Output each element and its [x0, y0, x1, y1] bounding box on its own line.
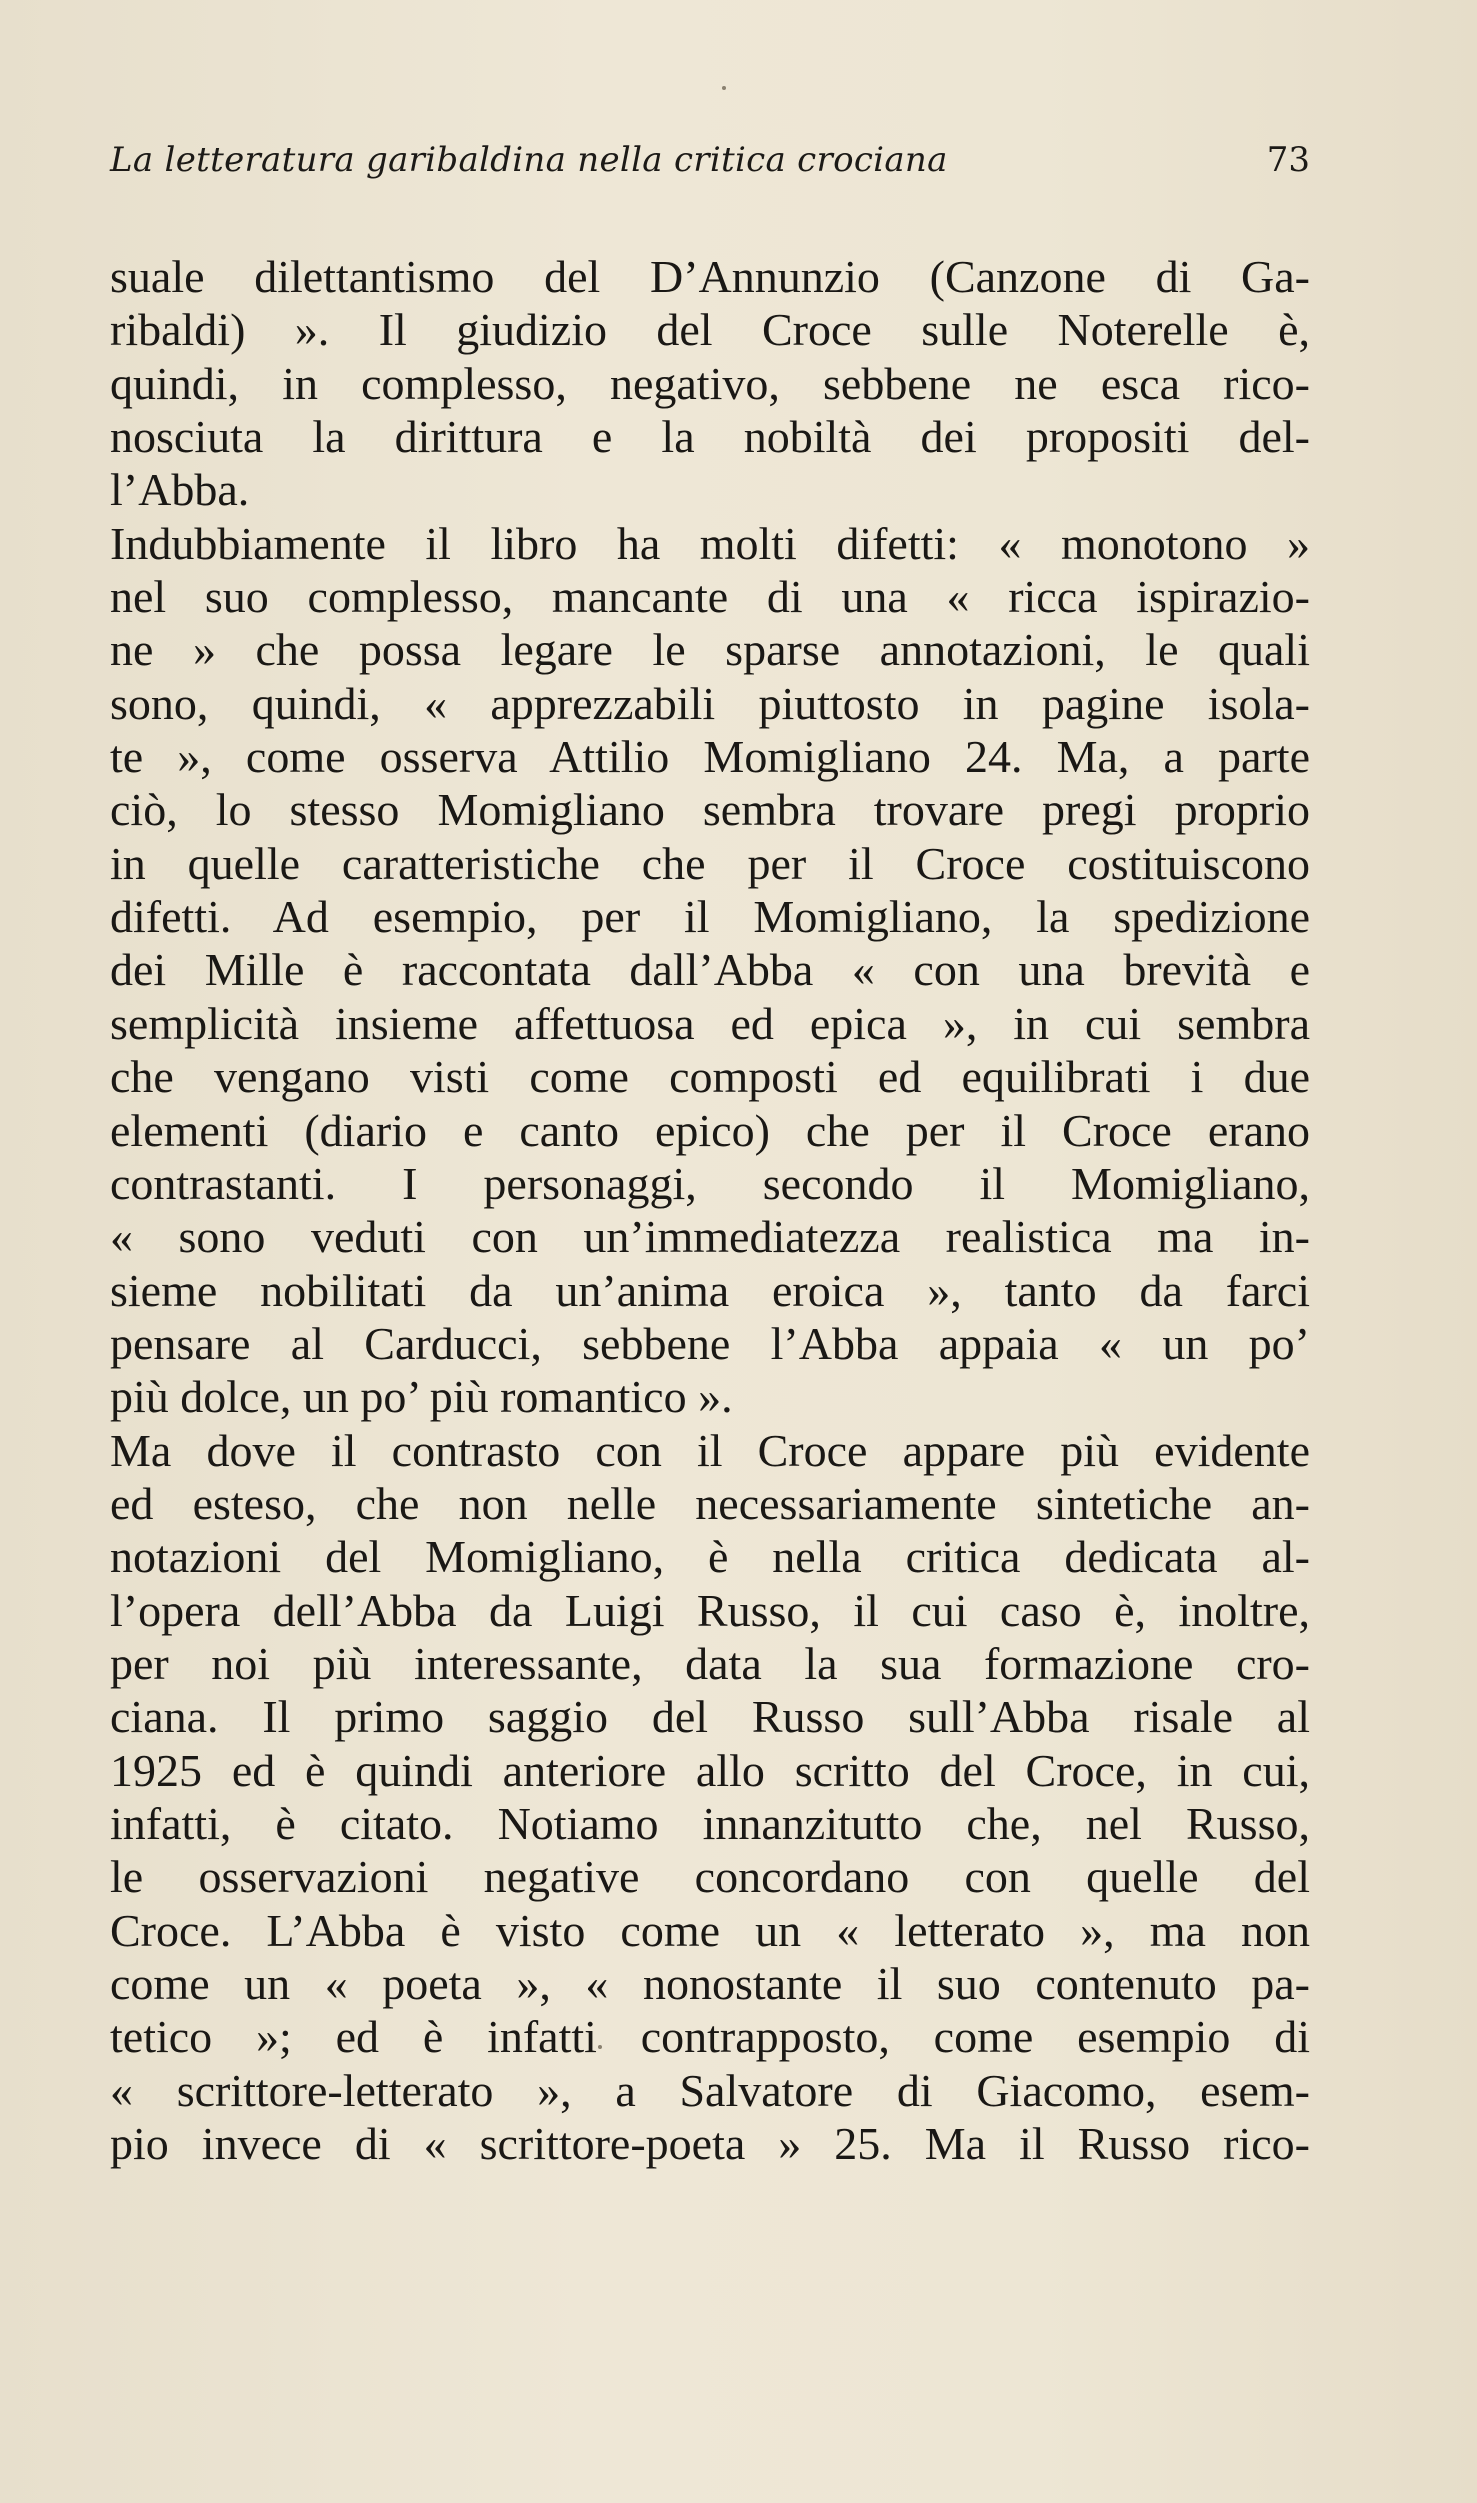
- text-line: nosciuta la dirittura e la nobiltà dei propositi del-: [110, 411, 1310, 463]
- text-line: infatti, è citato. Notiamo innanzitutto che, nel Russo,: [110, 1797, 1310, 1849]
- text-line: Croce. L’Abba è visto come un « letterato », ma non: [110, 1904, 1310, 1956]
- running-head: [110, 140, 1310, 200]
- text-line: nel suo complesso, mancante di una « ricca ispirazio-: [110, 571, 1310, 623]
- text-line: tetico »; ed è infatti contrapposto, come esempio di: [110, 2011, 1310, 2063]
- text-line: pensare al Carducci, sebbene l’Abba appaia « un po’: [110, 1317, 1310, 1369]
- text-line: le osservazioni negative concordano con quelle del: [110, 1851, 1310, 1903]
- text-line: per noi più interessante, data la sua formazione cro-: [110, 1637, 1310, 1689]
- text-line: sieme nobilitati da un’anima eroica », tanto da farci: [110, 1264, 1310, 1316]
- text-line: 1925 ed è quindi anteriore allo scritto del Croce, in cui,: [110, 1744, 1310, 1796]
- text-line: notazioni del Momigliano, è nella critica dedicata al-: [110, 1531, 1310, 1583]
- text-line: ciana. Il primo saggio del Russo sull’Abba risale al: [110, 1691, 1310, 1743]
- text-line: « scrittore-letterato », a Salvatore di Giacomo, esem-: [110, 2064, 1310, 2116]
- text-line: semplicità insieme affettuosa ed epica », in cui sembra: [110, 997, 1310, 1049]
- running-title: La letteratura garibaldina nella critica crociana: [110, 140, 948, 180]
- text-line: ribaldi) ». Il giudizio del Croce sulle Noterelle è,: [110, 304, 1310, 356]
- paper-speck: [722, 86, 726, 90]
- text-line: elementi (diario e canto epico) che per il Croce erano: [110, 1104, 1310, 1156]
- text-line: che vengano visti come composti ed equilibrati i due: [110, 1051, 1310, 1103]
- text-line: quindi, in complesso, negativo, sebbene ne esca rico-: [110, 357, 1310, 409]
- text-line: difetti. Ad esempio, per il Momigliano, la spedizione: [110, 891, 1310, 943]
- text-line: « sono veduti con un’immediatezza realistica ma in-: [110, 1211, 1310, 1263]
- text-line: l’opera dell’Abba da Luigi Russo, il cui caso è, inoltre,: [110, 1584, 1310, 1636]
- text-line: più dolce, un po’ più romantico ».: [110, 1371, 733, 1423]
- text-line: Ma dove il contrasto con il Croce appare più evidente: [110, 1424, 1310, 1476]
- text-line: in quelle caratteristiche che per il Croce costituiscono: [110, 837, 1310, 889]
- body-text: [110, 250, 1310, 2170]
- text-line: ne » che possa legare le sparse annotazioni, le quali: [110, 624, 1310, 676]
- text-line: suale dilettantismo del D’Annunzio (Canzone di Ga-: [110, 251, 1310, 302]
- text-line: ed esteso, che non nelle necessariamente sintetiche an-: [110, 1477, 1310, 1529]
- text-line: come un « poeta », « nonostante il suo contenuto pa-: [110, 1958, 1310, 2009]
- text-line: dei Mille è raccontata dall’Abba « con una brevità e: [110, 944, 1310, 996]
- text-line: pio invece di « scrittore-poeta » 25. Ma il Russo rico-: [110, 2118, 1310, 2170]
- text-line: ciò, lo stesso Momigliano sembra trovare pregi proprio: [110, 784, 1310, 836]
- text-line: l’Abba.: [110, 464, 250, 516]
- text-line: te », come osserva Attilio Momigliano 24. Ma, a parte: [110, 731, 1310, 783]
- text-line: sono, quindi, « apprezzabili piuttosto in pagine isola-: [110, 677, 1310, 729]
- page-number: 73: [1266, 140, 1310, 180]
- text-line: Indubbiamente il libro ha molti difetti: « monotono »: [110, 517, 1310, 569]
- text-line: contrastanti. I personaggi, secondo il Momigliano,: [110, 1157, 1310, 1209]
